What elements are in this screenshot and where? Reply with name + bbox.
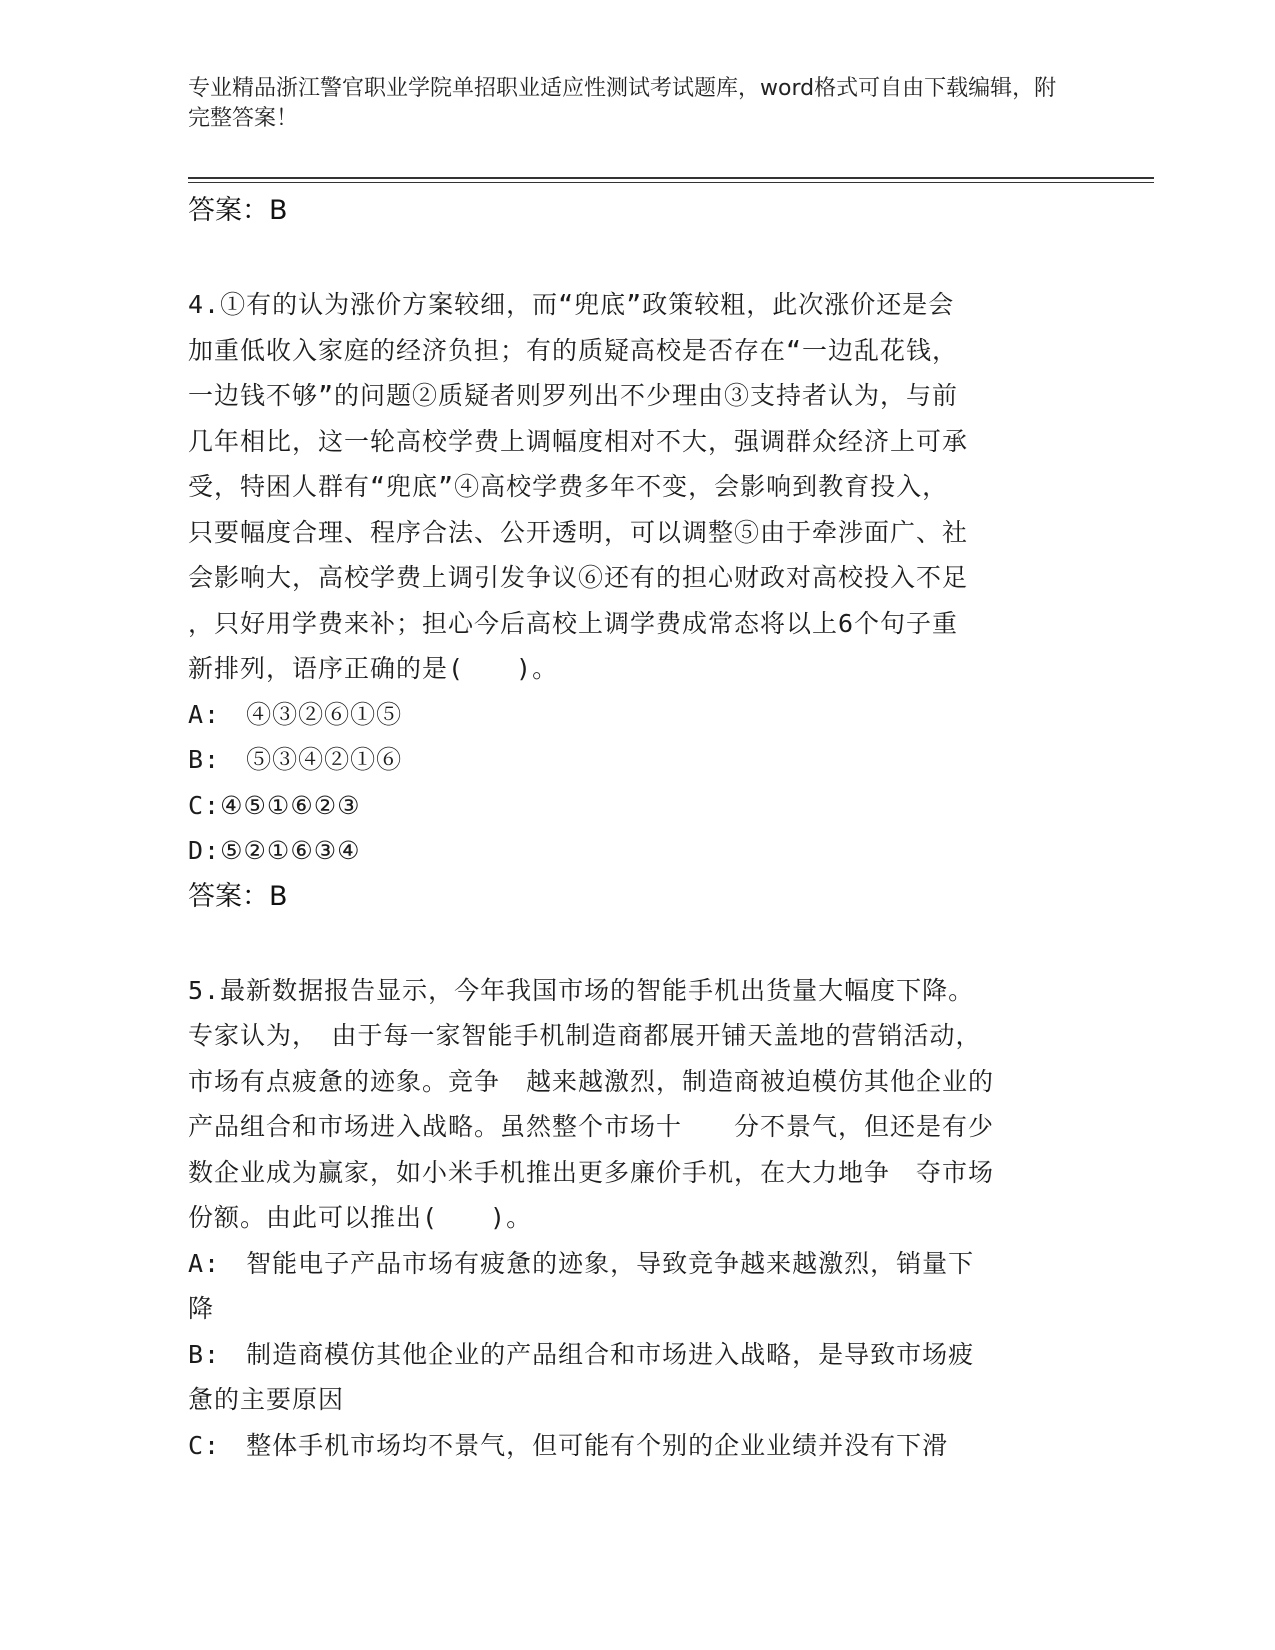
question-line: 份额。由此可以推出( )。 xyxy=(188,1203,533,1232)
option-a: A: ④③②⑥①⑤ xyxy=(188,699,403,729)
document-body xyxy=(188,188,1088,1468)
question-line: 5.最新数据报告显示，今年我国市场的智能手机出货量大幅度下降。 xyxy=(188,975,975,1005)
question-line: 只要幅度合理、程序合法、公开透明，可以调整⑤由于牵涉面广、社 xyxy=(188,517,969,547)
question-line: 新排列，语序正确的是( )。 xyxy=(188,654,559,683)
question-5 xyxy=(188,968,1088,1469)
question-line: 产品组合和市场进入战略。虽然整个市场十 分不景气，但还是有少 xyxy=(188,1112,995,1141)
question-4-answer: 答案：B xyxy=(188,880,288,912)
question-line: 专家认为， 由于每一家智能手机制造商都展开铺天盖地的营销活动， xyxy=(188,1021,982,1050)
spacer xyxy=(188,234,1088,282)
previous-answer: 答案：B xyxy=(188,195,288,226)
question-line: 会影响大，高校学费上调引发争议⑥还有的担心财政对高校投入不足 xyxy=(188,563,969,592)
header-title: 专业精品浙江警官职业学院单招职业适应性测试考试题库，word格式可自由下载编辑，附完整答案！ xyxy=(188,76,1057,131)
option-c: C: 整体手机市场均不景气，但可能有个别的企业业绩并没有下滑 xyxy=(188,1430,949,1460)
option-b-continued: 惫的主要原因 xyxy=(188,1385,345,1414)
option-b: B: ⑤③④②①⑥ xyxy=(188,745,403,774)
spacer xyxy=(188,920,1088,968)
option-a-continued: 降 xyxy=(188,1294,215,1323)
option-b: B: 制造商模仿其他企业的产品组合和市场进入战略，是导致市场疲 xyxy=(188,1339,975,1369)
option-c: C:④⑤①⑥②③ xyxy=(188,790,361,820)
document-header xyxy=(188,74,1068,134)
question-line: 一边钱不够”的问题②质疑者则罗列出不少理由③支持者认为，与前 xyxy=(188,381,959,410)
option-a: A: 智能电子产品市场有疲惫的迹象，导致竞争越来越激烈，销量下 xyxy=(188,1248,975,1278)
question-line: 加重低收入家庭的经济负担；有的质疑高校是否存在“一边乱花钱， xyxy=(188,335,959,365)
question-line: ，只好用学费来补；担心今后高校上调学费成常态将以上6个句子重 xyxy=(188,608,959,638)
question-line: 市场有点疲惫的迹象。竞争 越来越激烈，制造商被迫模仿其他企业的 xyxy=(188,1066,995,1096)
question-line: 4.①有的认为涨价方案较细，而“兜底”政策较粗，此次涨价还是会 xyxy=(188,290,955,319)
question-line: 数企业成为赢家，如小米手机推出更多廉价手机，在大力地争 夺市场 xyxy=(188,1157,995,1187)
question-line: 受，特困人群有“兜底”④高校学费多年不变，会影响到教育投入， xyxy=(188,472,949,501)
header-divider-thick xyxy=(188,177,1154,179)
question-4 xyxy=(188,282,1088,920)
header-divider-thin xyxy=(188,182,1154,183)
question-line: 几年相比，这一轮高校学费上调幅度相对不大，强调群众经济上可承 xyxy=(188,426,969,456)
option-d: D:⑤②①⑥③④ xyxy=(188,836,361,865)
